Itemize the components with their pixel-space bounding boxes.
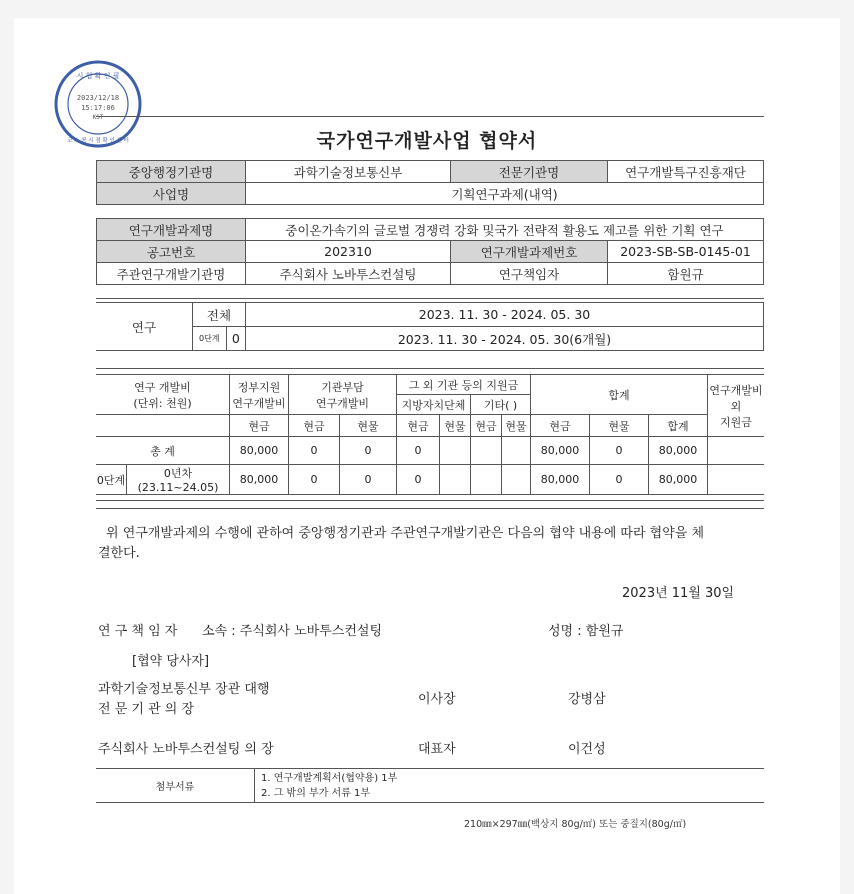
period-label: 연구 (96, 303, 193, 351)
svg-text:KST: KST (92, 114, 104, 121)
company-signer-line: 주식회사 노바투스컨설팅 의 장 (98, 742, 274, 757)
paper-spec-footer: 210㎜×297㎜(백상지 80g/㎡) 또는 중질지(80g/㎡) (464, 819, 687, 830)
notice-value: 202310 (246, 241, 451, 263)
notice-label: 공고번호 (97, 241, 246, 263)
task-value: 중이온가속기의 글로벌 경쟁력 강화 및국가 전략적 활용도 제고를 위한 기획 연구 (246, 219, 764, 241)
ministry-label: 중앙행정기관명 (97, 161, 246, 183)
period-total-label: 전체 (193, 303, 246, 327)
company-signer-title: 대표자 (418, 742, 456, 757)
task-table (96, 218, 764, 285)
svg-text:2023/12/18: 2023/12/18 (76, 94, 120, 102)
agency-value: 연구개발특구진흥재단 (608, 161, 764, 183)
agency-label: 전문기관명 (451, 161, 608, 183)
company-signer-name: 이건성 (568, 742, 606, 757)
attachments-label: 첨부서류 (96, 769, 255, 803)
budget-table: 연구 개발비 (단위: 천원) 정부지원 연구개발비 기관부담 연구개발비 그 외 기관 등의 지원금 합계 연구개발비 외 지원금 지방자치단체 기타( ) 현금 현금 현물 현금 현물 현금 현물 현금 현물 합계 총 계 80,000 0 0 0 80,000 0 80,000 0단계 0년차(23.11~24.05) 80,000 0 0 0 80,000 0 80,000 (96, 374, 764, 495)
agreement-date: 2023년 11월 30일 (622, 586, 735, 601)
period-table (96, 302, 764, 351)
ministry-signer-name: 강병삼 (568, 692, 606, 707)
org-label: 주관연구개발기관명 (97, 263, 246, 285)
table-row: 0단계 0년차(23.11~24.05) 80,000 0 0 0 80,000 0 80,000 (96, 465, 764, 495)
pi-affiliation: 소속 : 주식회사 노바투스컨설팅 (202, 624, 383, 639)
ministry-value: 과학기술정보통신부 (246, 161, 451, 183)
table-row: 총 계 80,000 0 0 0 80,000 0 80,000 (96, 437, 764, 465)
task-label: 연구개발과제명 (97, 219, 246, 241)
pi-value: 함원규 (608, 263, 764, 285)
ministry-signer-line1: 과학기술정보통신부 장관 대행 (98, 682, 270, 697)
agency-table (96, 160, 764, 205)
budget-org-header: 기관부담 연구개발비 (289, 375, 397, 415)
attachment-item: 1. 연구개발계획서(협약용) 1부 (261, 772, 398, 784)
period-stage-no: 0 (226, 327, 245, 351)
task-no-value: 2023-SB-SB-0145-01 (608, 241, 764, 263)
budget-ext-header: 연구개발비 외 지원금 (708, 375, 765, 437)
svg-text:코 스 콤 시 점 확 인 센 터: 코 스 콤 시 점 확 인 센 터 (67, 138, 129, 144)
ministry-signer-title: 이사장 (418, 692, 456, 707)
attachments-list (255, 769, 765, 803)
attachments-table (96, 768, 764, 803)
page-title: 국가연구개발사업 협약서 (316, 130, 538, 152)
budget-etc-header: 기타( ) (471, 395, 531, 415)
project-label: 사업명 (97, 183, 246, 205)
project-value: 기획연구과제(내역) (246, 183, 764, 205)
top-rule (96, 116, 764, 117)
budget-sum-header: 합계 (531, 375, 708, 415)
period-stage-label: 0단계 (193, 327, 227, 351)
period-total-value: 2023. 11. 30 - 2024. 05. 30 (246, 303, 764, 327)
pi-role: 연 구 책 임 자 (98, 624, 178, 639)
ministry-signer-line2: 전 문 기 관 의 장 (98, 702, 195, 717)
agreement-paragraph: 위 연구개발과제의 수행에 관하여 중앙행정기관과 주관연구개발기관은 다음의 협약 내용에 따라 협약을 체 (106, 526, 705, 541)
agreement-paragraph-cont: 결한다. (98, 546, 140, 561)
budget-cost-header: 연구 개발비 (단위: 천원) (96, 375, 230, 415)
attachment-item: 2. 그 밖의 부가 서류 1부 (261, 787, 371, 799)
svg-text:시 험 확 인 필: 시 험 확 인 필 (76, 72, 120, 80)
org-value: 주식회사 노바투스컨설팅 (246, 263, 451, 285)
pi-label: 연구책임자 (451, 263, 608, 285)
budget-gov-header: 정부지원 연구개발비 (230, 375, 289, 415)
period-stage-value: 2023. 11. 30 - 2024. 05. 30(6개월) (246, 327, 764, 351)
parties-heading: [협약 당사자] (132, 654, 210, 669)
pi-name: 성명 : 함원규 (548, 624, 624, 639)
task-no-label: 연구개발과제번호 (451, 241, 608, 263)
budget-local-header: 지방자치단체 (397, 395, 471, 415)
budget-other-header: 그 외 기관 등의 지원금 (397, 375, 531, 395)
svg-text:15:17:06: 15:17:06 (81, 104, 115, 112)
